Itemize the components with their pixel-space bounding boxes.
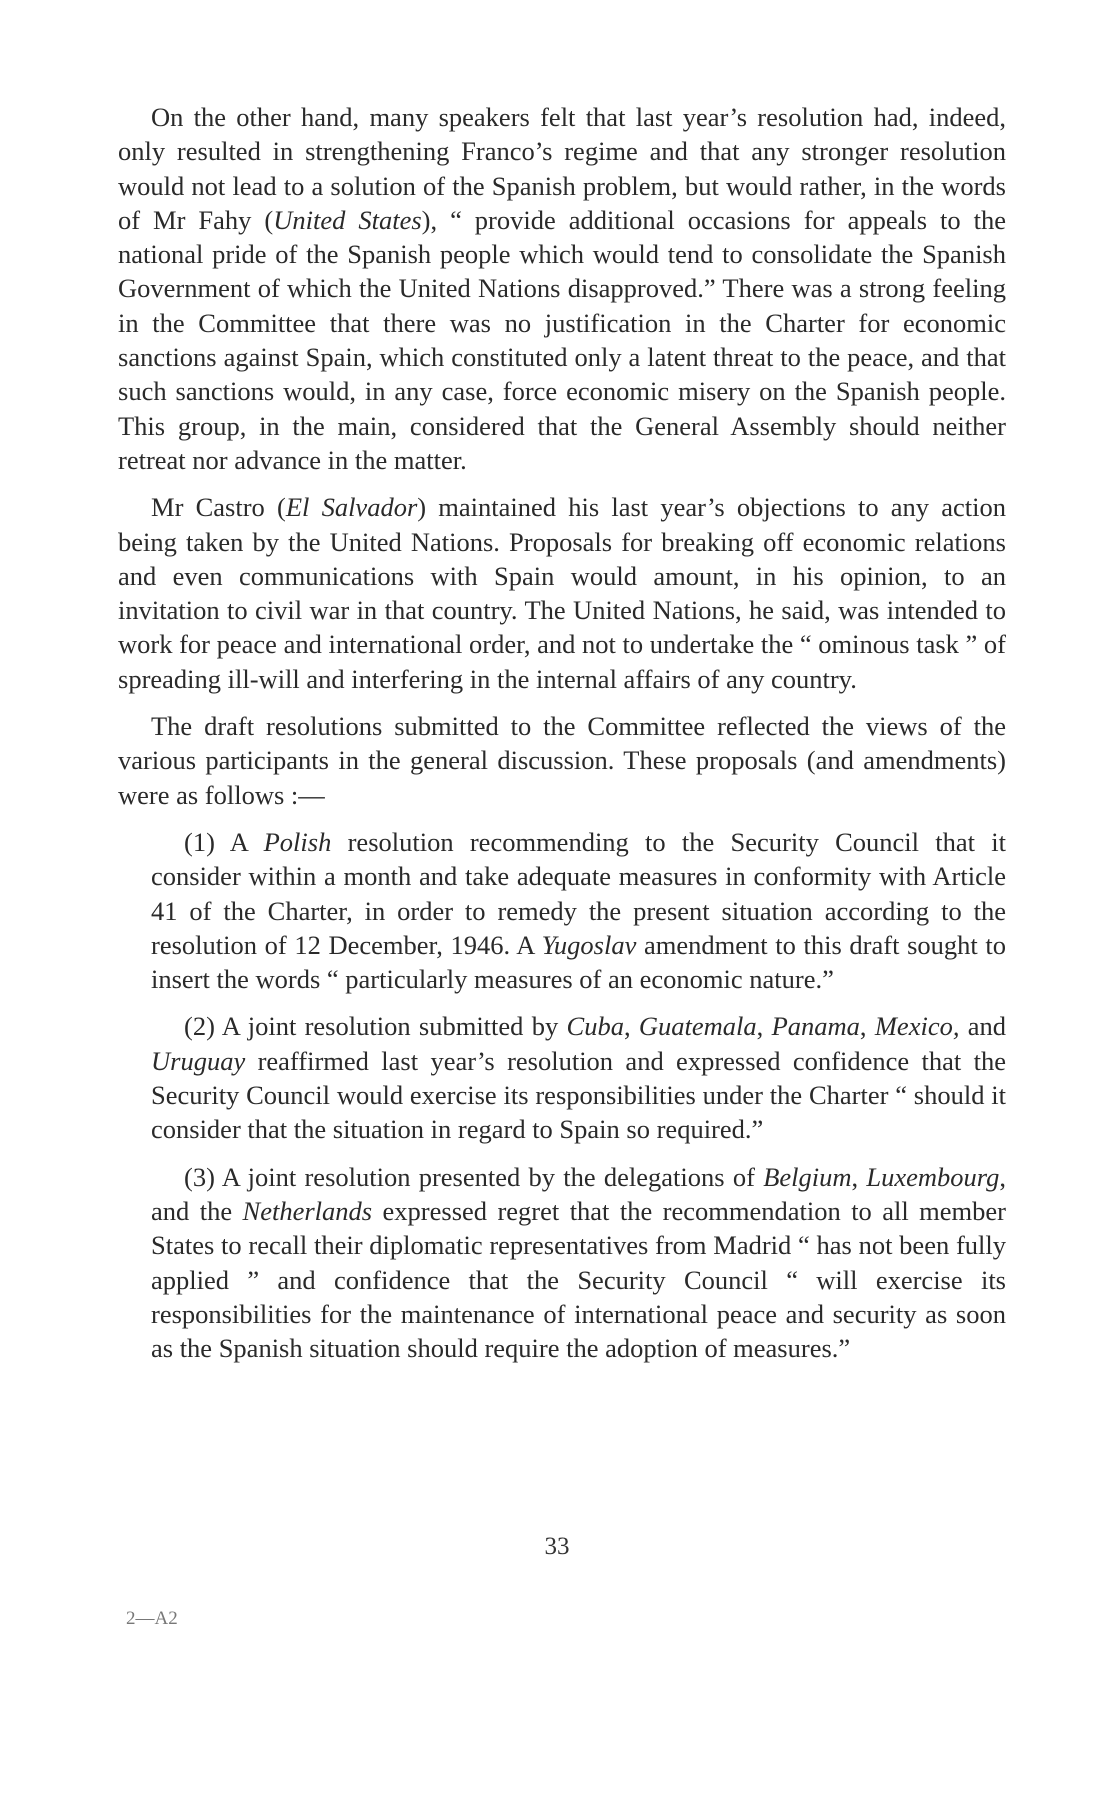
paragraph-text: On the other hand, many speakers felt that last year’s resolution had, indeed, only resulted in strengthening Franco’s regime and that any stronger resolution would not lead to a solution of the Spanish problem, but would rather, in the words of Mr Fahy ( bbox=[118, 102, 1006, 235]
paragraph-castro bbox=[118, 490, 1006, 696]
item-text: reaffirmed last year’s resolution and expressed confidence that the Security Council would exercise its responsibilities under the Charter “ should it consider that the situation in regard to Spain so required.” bbox=[151, 1045, 1006, 1145]
country-name: El Salvador bbox=[285, 492, 418, 523]
country-name: United States bbox=[273, 204, 422, 235]
country-name: Panama bbox=[771, 1011, 860, 1042]
country-name: Netherlands bbox=[242, 1195, 373, 1226]
separator: , bbox=[623, 1011, 639, 1042]
printer-signature-mark: 2—A2 bbox=[126, 1608, 178, 1629]
paragraph-text: ), “ provide additional occasions for appeals to the national pride of the Spanish people which would tend to consolidate the Spanish Government of which the United Nations disapproved.” There was a strong feeling in the Committee that there was no justification in the Charter for economic sanctions against Spain, which constituted only a latent threat to the peace, and that such sanctions would, in any case, force economic misery on the Spanish people. This group, in the main, considered that the General Assembly should neither retreat nor advance in the matter. bbox=[118, 204, 1006, 475]
country-name: Polish bbox=[263, 826, 332, 857]
country-name: Uruguay bbox=[151, 1045, 246, 1076]
paragraph-text: The draft resolutions submitted to the Committee reflected the views of the various participants in the general discussion. These proposals (and amendments) were as follows :— bbox=[118, 711, 1006, 810]
paragraph-draft-resolutions bbox=[118, 709, 1006, 812]
list-item-joint-resolution-benelux bbox=[151, 1160, 1006, 1366]
page-number: 33 bbox=[544, 1533, 570, 1560]
item-text: amendment to this draft sought to insert the words “ particularly measures of an economic nature.” bbox=[151, 929, 1006, 995]
country-name: Yugoslav bbox=[541, 929, 637, 960]
separator: , bbox=[859, 1011, 875, 1042]
list-item-joint-resolution-latin-america bbox=[151, 1009, 1006, 1146]
paragraph-text: Mr Castro ( bbox=[151, 492, 286, 523]
separator: , bbox=[851, 1161, 867, 1192]
item-text: (3) A joint resolution presented by the delegations of bbox=[184, 1161, 764, 1192]
item-text: (2) A joint resolution submitted by bbox=[184, 1011, 567, 1042]
separator: , bbox=[756, 1011, 772, 1042]
item-text: (1) A bbox=[184, 826, 264, 857]
country-name: Belgium bbox=[763, 1161, 852, 1192]
item-text: expressed regret that the recommendation to all member States to recall their diplomatic representatives from Madrid “ has not been fully applied ” and confidence that the Security Council “ will exercise its responsibilities for the maintenance of international peace and security as soon as the Spanish situation should require the adoption of measures.” bbox=[151, 1195, 1006, 1364]
paragraph-text: ) maintained his last year’s objections to any action being taken by the United Nations. Proposals for breaking off economic relations and even communications with Spain would amount, in his opinion, to an invitation to civil war in that country. The United Nations, he said, was intended to work for peace and international order, and not to undertake the “ ominous task ” of spreading ill-will and interfering in the internal affairs of any country. bbox=[118, 492, 1006, 694]
country-name: Cuba bbox=[566, 1011, 624, 1042]
country-name: Mexico, bbox=[874, 1011, 960, 1042]
list-item-polish-resolution bbox=[151, 825, 1006, 996]
country-name: Luxembourg bbox=[866, 1161, 1000, 1192]
document-body bbox=[118, 100, 1006, 1365]
country-name: Guatemala bbox=[638, 1011, 757, 1042]
paragraph-spanish-problem bbox=[118, 100, 1006, 477]
separator: , and the bbox=[151, 1161, 1007, 1226]
item-text: resolution recommending to the Security Council that it consider within a month and take adequate measures in conformity with Article 41 of the Charter, in order to remedy the present situation according to the resolution of 12 December, 1946. A bbox=[151, 826, 1006, 960]
separator: and bbox=[959, 1011, 1007, 1042]
